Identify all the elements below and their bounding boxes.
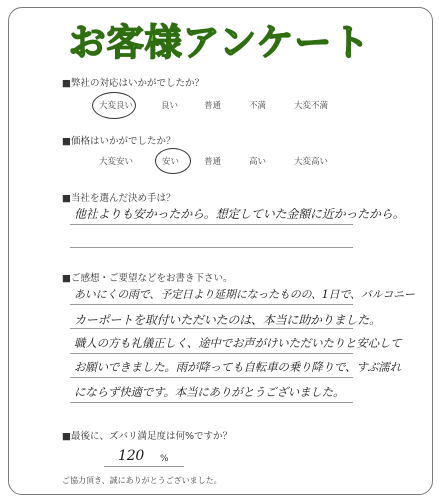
- option-normal: 普通: [204, 101, 222, 111]
- answer-line: [104, 466, 184, 467]
- survey-title: お客様アンケート: [68, 21, 371, 64]
- percent-unit: %: [160, 454, 169, 464]
- question-price: ■価格はいかがでしたか？: [62, 136, 176, 147]
- answer-line: [70, 304, 353, 305]
- answer-line: [70, 247, 353, 248]
- answer-line: [70, 353, 353, 354]
- option-very-good: 大変良い: [99, 101, 134, 111]
- comment-line: あいにくの雨で、予定日より延期になったものの、1日で、バルコニー: [74, 288, 415, 301]
- option-cheap: 安い: [162, 157, 180, 167]
- comment-line: 職人の方も礼儀正しく、途中でお声がけいただいたりと安心して: [74, 336, 402, 350]
- question-comments: ■ご感想・ご要望などをお書き下さい。: [62, 273, 233, 284]
- question-service: ■弊社の対応はいかがでしたか？: [62, 78, 204, 89]
- option-expensive: 高い: [249, 157, 267, 167]
- option-good: 良い: [161, 101, 179, 111]
- footer-thanks: ご協力頂き、誠にありがとうございました。: [62, 476, 222, 485]
- option-normal-price: 普通: [204, 157, 222, 167]
- question-satisfaction: ■最後に、ズバリ満足度は何%ですか？: [62, 431, 233, 442]
- answer-line: [70, 402, 353, 403]
- option-very-dissatisfied: 大変不満: [294, 101, 329, 111]
- satisfaction-answer: 120: [118, 448, 145, 464]
- answer-line: [70, 328, 353, 329]
- comment-line: カーポートを取付いただいたのは、本当に助かりました。: [74, 313, 381, 327]
- answer-line: [70, 377, 353, 378]
- comment-line: お願いできました。雨が降っても自転車の乗り降りで、すぶ濡れ: [74, 360, 401, 374]
- option-very-cheap: 大変安い: [99, 157, 134, 167]
- answer-line: [70, 224, 353, 225]
- question-reason: ■当社を選んだ決め手は？: [62, 193, 176, 204]
- option-dissatisfied: 不満: [249, 101, 267, 111]
- comment-line: にならず快適です。本当にありがとうございました。: [74, 385, 345, 399]
- reason-answer: 他社よりも安かったから。想定していた金額に近かったから。: [74, 207, 405, 221]
- option-very-expensive: 大変高い: [294, 157, 329, 167]
